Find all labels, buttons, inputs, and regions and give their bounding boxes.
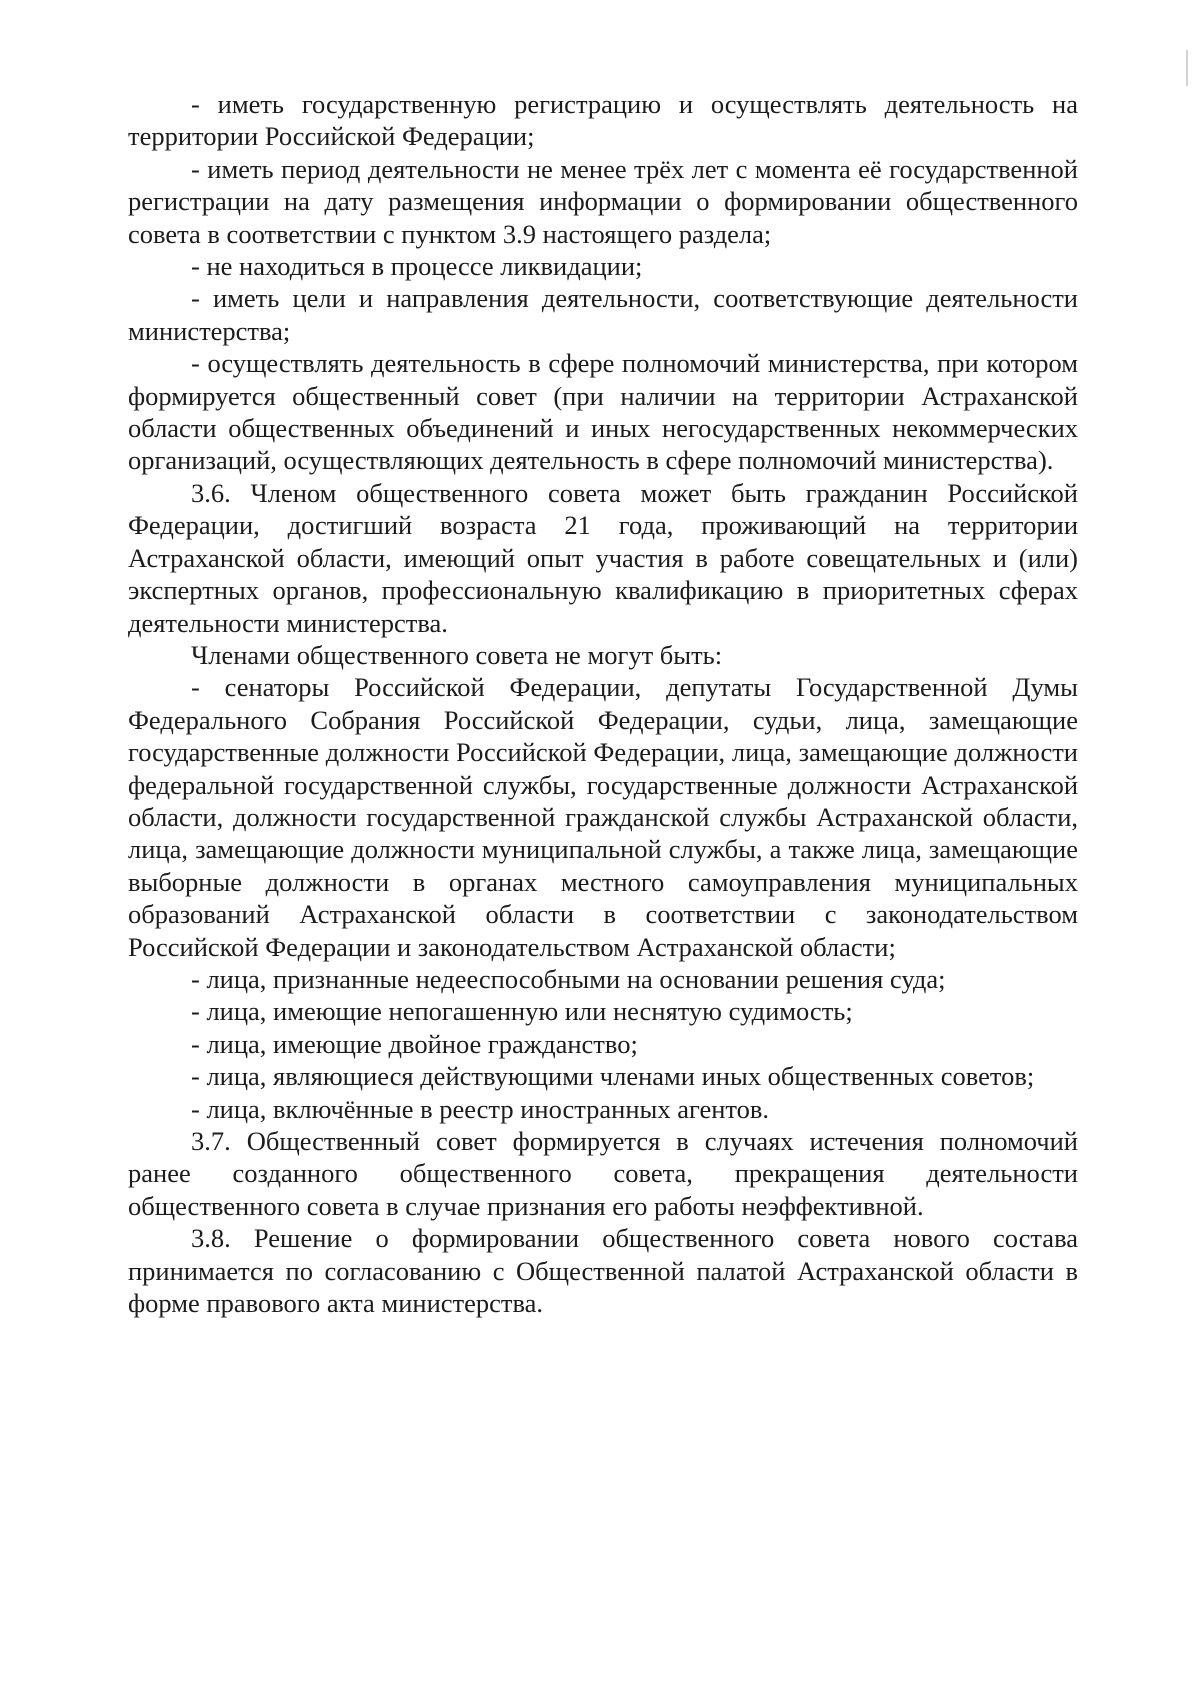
exclusion-incapacitated: - лица, признанные недееспособными на основании решения суда; [191, 963, 946, 994]
requirement-no-liquidation: - не находиться в процессе ликвидации; [191, 251, 643, 282]
exclusion-foreign-agents: - лица, включённые в реестр иностранных агентов. [191, 1093, 770, 1124]
exclusion-officials: - сенаторы Российской Федерации, депутаты Государственной Думы Федерального Собрания Российской Федерации, судьи, лица, замещающие государственные должности Российской Федерации, лица, замещающие должности федеральной государственной службы, государственные должности Астраханской области, должности государственной гражданской службы Астраханской области, лица, замещающие должности муниципальной службы, а также лица, замещающие выборные должности в органах местного самоуправления муниципальных образований Астраханской области в соответствии с законодательством Российской Федерации и законодательством Астраханской области; [128, 672, 1078, 962]
scan-artifact [1186, 50, 1188, 86]
requirement-goals: - иметь цели и направления деятельности, соответствующие деятельности министерства; [128, 283, 1078, 346]
requirement-sphere: - осуществлять деятельность в сфере полномочий министерства, при котором формируется общественный совет (при наличии на территории Астраханской области общественных объединений и иных негосударственных некоммерческих организаций, осуществляющих деятельность в сфере полномочий министерства). [128, 348, 1078, 476]
document-body [128, 88, 1078, 1319]
clause-3-6: 3.6. Членом общественного совета может быть гражданин Российской Федерации, достигший возраста 21 года, проживающий на территории Астраханской области, имеющий опыт участия в работе совещательных и (или) экспертных органов, профессиональную квалификацию в приоритетных сферах деятельности министерства. [128, 477, 1078, 638]
requirement-registration: - иметь государственную регистрацию и осуществлять деятельность на территории Российской Федерации; [128, 89, 1078, 152]
exclusions-heading: Членами общественного совета не могут быть: [191, 639, 723, 670]
exclusion-other-councils: - лица, являющиеся действующими членами иных общественных советов; [191, 1061, 1035, 1092]
clause-3-7: 3.7. Общественный совет формируется в случаях истечения полномочий ранее созданного общественного совета, прекращения деятельности общественного совета в случае признания его работы неэффективной. [128, 1126, 1078, 1221]
exclusion-dual-citizenship: - лица, имеющие двойное гражданство; [191, 1028, 638, 1059]
clause-3-8: 3.8. Решение о формировании общественного совета нового состава принимается по согласованию с Общественной палатой Астраханской области в форме правового акта министерства. [128, 1223, 1078, 1319]
exclusion-convicted: - лица, имеющие непогашенную или неснятую судимость; [191, 996, 853, 1027]
requirement-period: - иметь период деятельности не менее трёх лет с момента её государственной регистрации на дату размещения информации о формировании общественного совета в соответствии с пунктом 3.9 настоящего раздела; [128, 153, 1078, 249]
